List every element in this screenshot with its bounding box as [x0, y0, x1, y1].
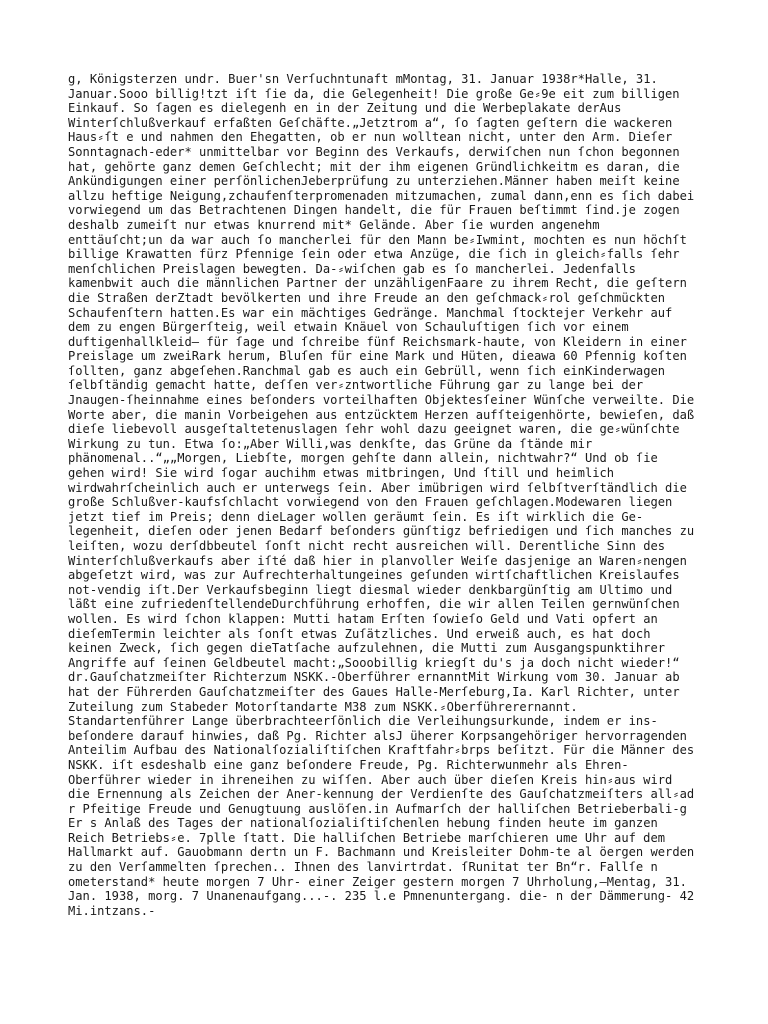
body-text: g, Königsterzen undr. Buer'sn Verſuchntunaft mMontag, 31. Januar 1938r*Halle, 31. Januar.Sooo billig!tzt iſt ſie da, die Gelegenheit! Die große Ge⸗9e eit zum billigen Einkauf. So ſagen es dielegenh en in der Zeitung und die Werbeplakate derAus Winterſchlußverkauf erfaßten Geſchäfte.„Jetztrom a“, ſo ſagten geſtern die wackeren Haus⸗ſt e und nahmen den Ehegatten, ob er nun wolltean nicht, unter den Arm. Dieſer Sonntagnach-eder* unmittelbar vor Beginn des Verkaufs, derwiſchen nun ſchon begonnen hat, gehörte ganz demen Geſchlecht; mit der ihm eigenen Gründlichkeitm es daran, die Ankündigungen einer perſönlichenJeberprüfung zu unterziehen.Männer haben meiſt keine allzu heftige Neigung,zchaufenſterpromenaden mitzumachen, zumal dann,enn es ſich dabei vorwiegend um das Betrachtenen Dingen handelt, die für Frauen beſtimmt ſind.je zogen deshalb zumeiſt nur etwas knurrend mit* Gelände. Aber ſie wurden angenehm enttäuſcht;un da war auch ſo mancherlei für den Mann be⸗Iwmint, mochten es nun höchſt billige Krawatten fürz Pfennige ſein oder etwa Anzüge, die ſich in gleich⸗falls ſehr menſchlichen Preislagen bewegten. Da-⸗wiſchen gab es ſo mancherlei. Jedenfalls kamenbwit auch die männlichen Partner der unzähligenFaare zu ihrem Recht, die geſtern die Straßen derZtadt bevölkerten und ihre Freude an den geſchmack⸗rol geſchmückten Schaufenſtern hatten.Es war ein mächtiges Gedränge. Manchmal ſtocktejer Verkehr auf dem zu engen Bürgerſteig, weil etwain Knäuel von Schauluſtigen ſich vor einem duftigenhallkleid— für ſage und ſchreibe fünf Reichsmark-haute, von Kleidern in einer Preislage um zweiRark herum, Bluſen für eine Mark und Hüten, dieawa 60 Pfennig koſten ſollten, ganz abgeſehen.Ranchmal gab es auch ein Gebrüll, wenn ſich einKinderwagen ſelbſtändig gemacht hatte, deſſen ver⸗zntwortliche Führung gar zu lange bei der Jnaugen-ſheinnahme eines beſonders vorteilhaften Objektesſeiner Wünſche verweilte. Die Worte aber, die manin Vorbeigehen aus entzücktem Herzen aufſteigenhörte, bewieſen, daß dieſe liebevoll ausgeſtaltetenuslagen ſehr wohl dazu geeignet waren, die ge⸗wünſchte Wirkung zu tun. Etwa ſo:„Aber Willi,was denkſte, das Grüne da ſtände mir phänomenal..“„„Morgen, Liebſte, morgen gehſte dann allein, nichtwahr?“ Und ob ſie gehen wird! Sie wird ſogar auchihm etwas mitbringen, Und ſtill und heimlich wirdwahrſcheinlich auch er unterwegs ſein. Aber imübrigen wird ſelbſtverſtändlich die große Schlußver-kaufsſchlacht vorwiegend von den Frauen geſchlagen.Modewaren liegen jetzt tief im Preis; denn dieLager wollen geräumt ſein. Es iſt wirklich die Ge-legenheit, dieſen oder jenen Bedarf beſonders günſtigz befriedigen und ſich manches zu leiſten, wozu derſdbbeutel ſonſt nicht recht ausreichen will. Derentliche Sinn des Winterſchlußverkaufs aber iſté daß hier in planvoller Weiſe dasjenige an Waren⸗nengen abgeſetzt wird, was zur Aufrechterhaltungeines geſunden wirtſchaftlichen Kreislaufes not-vendig iſt.Der Verkaufsbeginn liegt diesmal wieder denkbargünſtig am Ultimo und läßt eine zufriedenſtellendeDurchführung erhoffen, die wir allen Teilen gernwünſchen wollen. Es wird ſchon klappen: Mutti hatam Erſten ſowieſo Geld und Vati opfert an dieſemTermin leichter als ſonſt etwas Zuſätzliches. Und erweiß auch, es hat doch keinen Zweck, ſich gegen dieTatſache aufzulehnen, die Mutti zum Ausgangspunktihrer Angriffe auf ſeinen Geldbeutel macht:„Sooobillig kriegſt du's ja doch nicht wieder!“ dr.Gauſchatzmeiſter Richterzum NSKK.-Oberführer ernanntMit Wirkung vom 30. Januar ab hat der Führerden Gauſchatzmeiſter des Gaues Halle-Merſeburg,Ia. Karl Richter, unter Zuteilung zum Stabeder Motorſtandarte M38 zum NSKK.⸗Oberführerernannt. Standartenführer Lange überbrachteerſönlich die Verleihungsurkunde, indem er ins-beſondere darauf hinwies, daß Pg. Richter alsJ üherer Korpsangehöriger hervorragenden Anteilim Aufbau des Nationalſozialiſtiſchen Kraftfahr⸗brps beſitzt. Für die Männer des NSKK. iſt esdeshalb eine ganz beſondere Freude, Pg. Richterwunmehr als Ehren-Oberführer wieder in ihreneihen zu wiſſen. Aber auch über dieſen Kreis hin⸗aus wird die Ernennung als Zeichen der Aner-kennung der Verdienſte des Gauſchatzmeiſters all⸗ad r Pfeitige Freude und Genugtuung auslöſen.in Aufmarſch der halliſchen Betrieberbali-g Er s Anlaß des Tages der nationalſozialiſtiſchenlen hebung finden heute im ganzen Reich Betriebs⸗e. 7plle ſtatt. Die halliſchen Betriebe marſchieren ume Uhr auf dem Hallmarkt auf. Gauobmann dertn un F. Bachmann und Kreisleiter Dohm-te al öergen werden zu den Verſammelten ſprechen.. Ihnen des lanvirtrdat. ſRunitat ter Bn“r. Fallſe n ometerstand* heute morgen 7 Uhr- einer Zeiger gestern morgen 7 Uhrholung,—Mentag, 31. Jan. 1938, morg. 7 Unanenaufgang...-. 235 l.e Pmnenuntergang. die- n der Dämmerung- 42 Mi.intzans.- [68, 72, 695, 918]
document-page [68, 72, 696, 1012]
